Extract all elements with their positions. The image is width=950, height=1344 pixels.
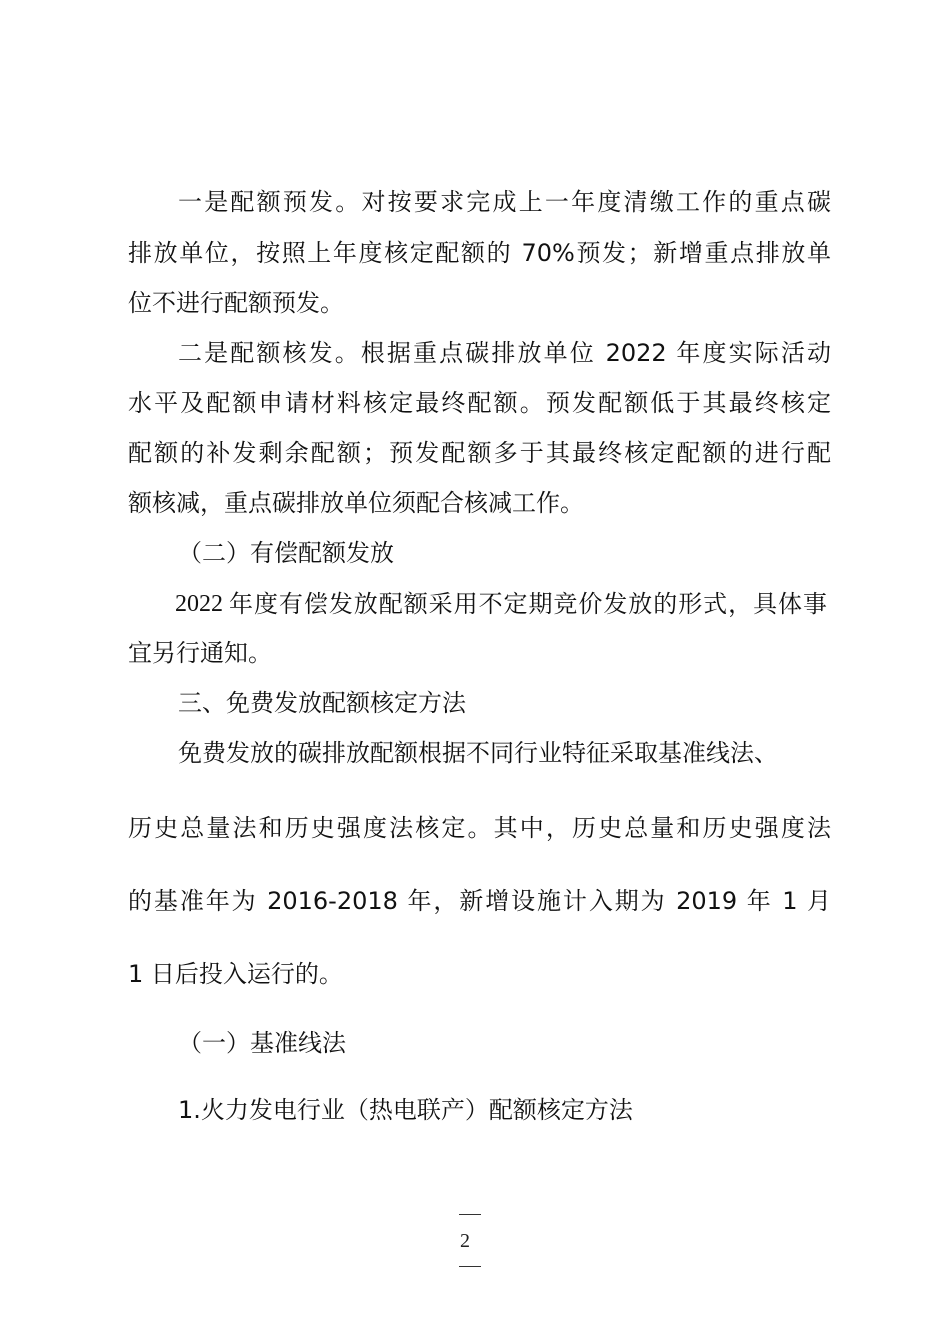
paragraph-line-1: 一是配额预发。对按要求完成上一年度清缴工作的重点碳 <box>178 188 831 216</box>
paragraph-line-13: 1 日后投入运行的。 <box>128 960 343 988</box>
paragraph-year-number: 2022 <box>175 591 223 617</box>
section-heading-paid-allocation: （二）有偿配额发放 <box>178 539 394 567</box>
paragraph-line-7: 额核减，重点碳排放单位须配合核减工作。 <box>128 489 584 517</box>
paragraph-line-2: 排放单位，按照上年度核定配额的 70%预发；新增重点排放单 <box>128 239 831 267</box>
paragraph-line-5: 水平及配额申请材料核定最终配额。预发配额低于其最终核定 <box>128 389 831 417</box>
footer-dash-bottom <box>459 1266 481 1267</box>
paragraph-line-4: 二是配额核发。根据重点碳排放单位 2022 年度实际活动 <box>178 339 831 367</box>
section-heading-free-allocation: 三、免费发放配额核定方法 <box>178 689 466 717</box>
section-heading-benchmark: （一）基准线法 <box>178 1029 346 1057</box>
paragraph-line-12: 的基准年为 2016-2018 年，新增设施计入期为 2019 年 1 月 <box>128 887 831 915</box>
paragraph-line-11: 历史总量法和历史强度法核定。其中，历史总量和历史强度法 <box>128 814 831 842</box>
paragraph-line-8: 年度有偿发放配额采用不定期竞价发放的形式，具体事 <box>229 590 827 618</box>
paragraph-line-6: 配额的补发剩余配额；预发配额多于其最终核定配额的进行配 <box>128 439 831 467</box>
page-number: 2 <box>460 1230 470 1252</box>
paragraph-line-10: 免费发放的碳排放配额根据不同行业特征采取基准线法、 <box>178 739 778 767</box>
paragraph-line-9: 宜另行通知。 <box>128 639 272 667</box>
footer-dash-top <box>459 1214 481 1215</box>
paragraph-line-3: 位不进行配额预发。 <box>128 289 344 317</box>
section-heading-thermal-power: 1.火力发电行业（热电联产）配额核定方法 <box>178 1096 633 1124</box>
